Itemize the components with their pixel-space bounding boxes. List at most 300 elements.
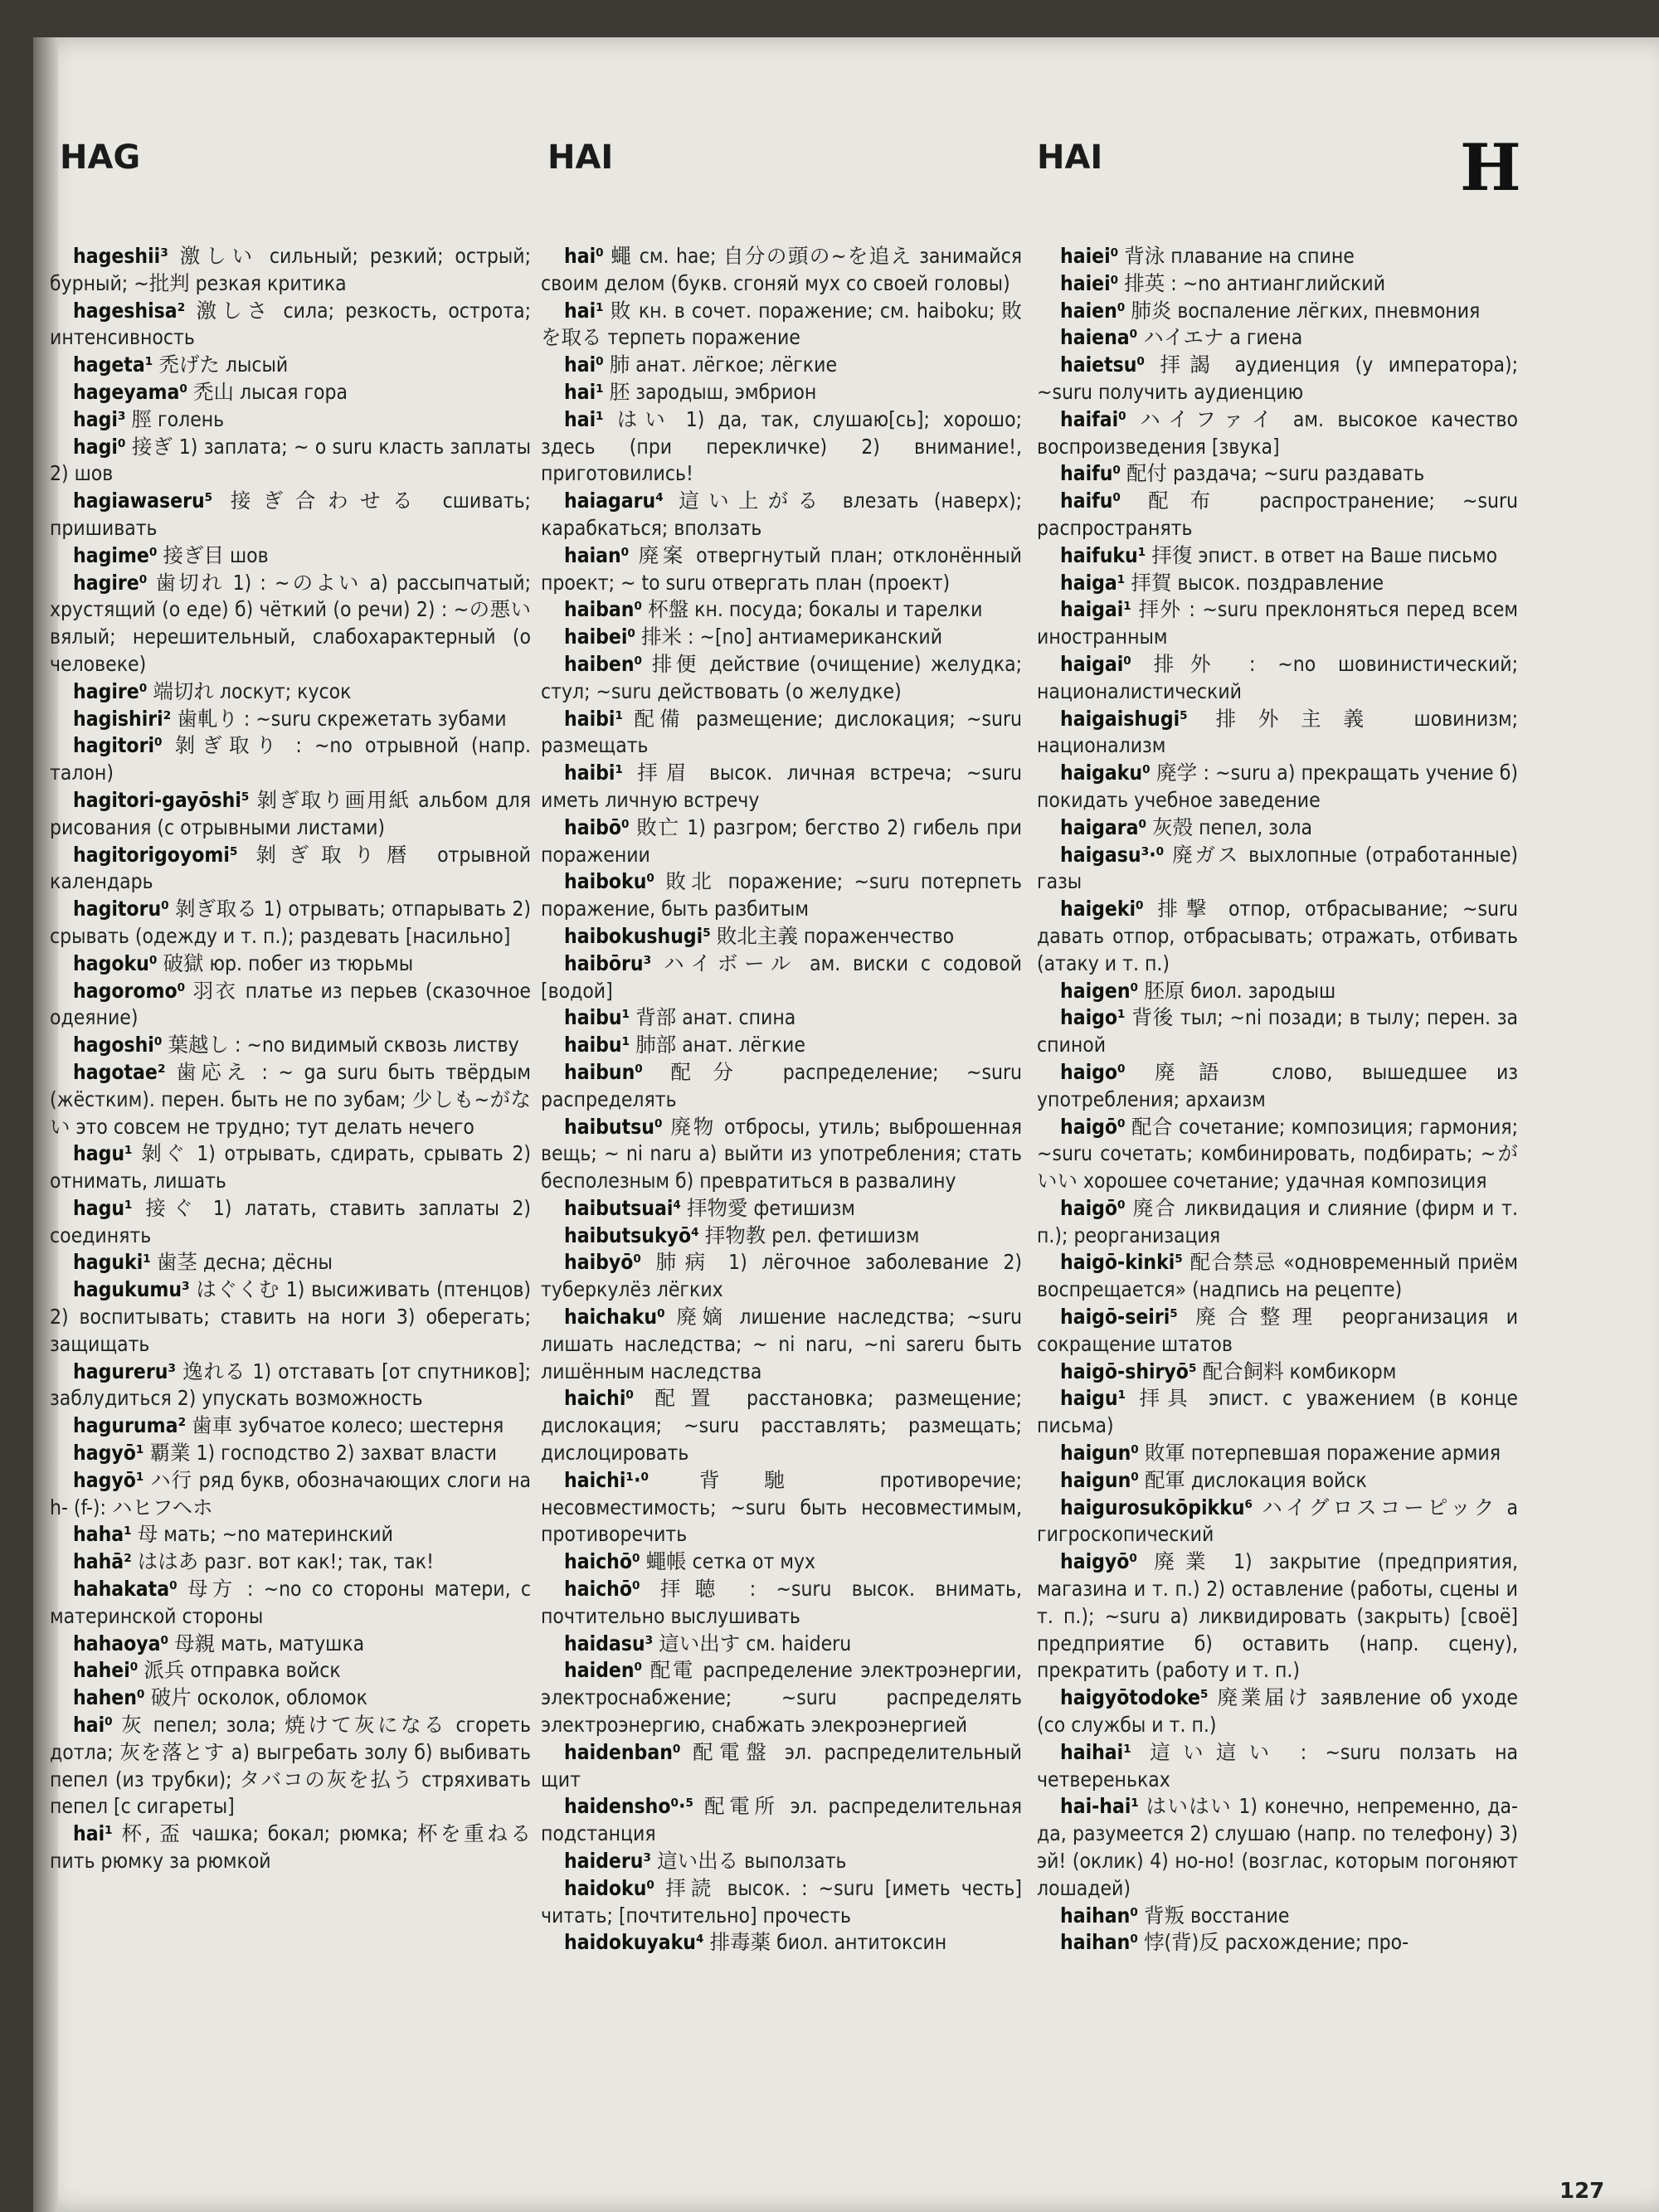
entry-headword: haigai¹ [1060, 597, 1131, 622]
dictionary-entry [541, 406, 1022, 488]
dictionary-entry [50, 732, 531, 787]
entry-headword: haguruma² [73, 1413, 187, 1438]
section-letter: H [1460, 130, 1521, 206]
dictionary-entry [1037, 1440, 1518, 1467]
dictionary-entry [50, 406, 531, 434]
entry-definition: 配合禁忌 «одновременный приём воспрещается» (надпись на рецепте) [1037, 1250, 1518, 1302]
dictionary-entry [541, 651, 1022, 706]
entry-definition: ははあ разг. вот как!; так, так! [137, 1549, 434, 1574]
entry-headword: haifuku¹ [1060, 542, 1146, 567]
dictionary-entry [50, 1440, 531, 1467]
dictionary-entry [50, 434, 531, 489]
entry-headword: hagime⁰ [73, 542, 158, 567]
dictionary-entry [1037, 298, 1518, 325]
dictionary-entry [50, 1467, 531, 1522]
dictionary-entry [541, 950, 1022, 1005]
entry-headword: haiena⁰ [1060, 325, 1138, 350]
entry-definition: 排便 действие (очищение) желудка; стул; ~suru действовать (о желудке) [541, 651, 1022, 703]
entry-definition: 拝復 эпист. в ответ на Ваше письмо [1151, 542, 1498, 567]
dictionary-entry [541, 542, 1022, 597]
entry-definition: 敗北主義 пораженчество [716, 923, 955, 948]
entry-headword: haibō⁰ [564, 814, 630, 839]
dictionary-entry [541, 1657, 1022, 1738]
entry-definition: 排毒薬 биол. антитоксин [709, 1930, 947, 1955]
dictionary-entry [1037, 1114, 1518, 1195]
dictionary-entry [541, 1739, 1022, 1794]
entry-definition: 廃業届け заявление об уходе (со службы и т. п.) [1037, 1685, 1518, 1738]
entry-definition: ハイファイ ам. высокое качество воспроизведения [звука] [1037, 406, 1518, 459]
entry-definition: 背馳 противоречие; несовместимость; ~suru быть несовместимым, противоречить [541, 1467, 1022, 1547]
entry-definition: 這い出す см. haideru [659, 1631, 852, 1655]
entry-definition: 歯切れ 1) : ~のよい а) рассыпчатый; хрустящий (о еде) б) чёткий (о речи) 2) : ~の悪い вялый; нерешительный, слабохарактерный (о человеке) [50, 570, 531, 676]
entry-headword: haichi¹·⁰ [564, 1467, 649, 1492]
entry-definition: 激しい сильный; резкий; острый; бурный; ~批判 резкая критика [50, 244, 531, 295]
entry-definition: 敗 кн. в сочет. поражение; см. haiboku; 敗を取る терпеть поражение [541, 298, 1022, 350]
entry-headword: haibutsu⁰ [564, 1114, 663, 1139]
entry-definition: 激しさ сила; резкость, острота; интенсивность [50, 298, 531, 350]
entry-definition: 端切れ лоскут; кусок [153, 678, 352, 703]
entry-headword: haibei⁰ [564, 625, 636, 649]
dictionary-entry [541, 1793, 1022, 1848]
running-head-left: HAG [60, 139, 141, 177]
dictionary-entry [50, 896, 531, 950]
dictionary-entry [50, 1359, 531, 1413]
entry-headword: haihan⁰ [1060, 1903, 1139, 1928]
entry-headword: hai-hai¹ [1060, 1794, 1140, 1819]
entry-definition: 排英 : ~no антианглийский [1124, 270, 1386, 295]
dictionary-page [33, 37, 1659, 2212]
dictionary-entry [541, 1223, 1022, 1250]
entry-headword: haiden⁰ [564, 1658, 643, 1683]
entry-definition: 胚 зародыш, эмбрион [609, 379, 817, 404]
dictionary-entry [541, 488, 1022, 542]
dictionary-entry [1037, 596, 1518, 651]
dictionary-entry [50, 1548, 531, 1576]
dictionary-entry [1037, 324, 1518, 352]
entry-headword: haidasu³ [564, 1631, 654, 1655]
dictionary-entry [50, 1657, 531, 1685]
entry-headword: hagoromo⁰ [73, 978, 186, 1003]
entry-definition: 敗軍 потерпевшая поражение армия [1144, 1441, 1501, 1466]
entry-definition: 廃物 отбросы, утиль; выброшенная вещь; ~ ni naru а) выйти из употребления; стать бесполезным б) превратиться в развалину [541, 1114, 1022, 1194]
entry-definition: 廃語 слово, вышедшее из употребления; архаизм [1037, 1059, 1518, 1111]
column-left [50, 243, 531, 2151]
entry-definition: 拝読 высок. : ~suru [иметь честь] читать; [почтительно] прочесть [541, 1875, 1022, 1928]
entry-definition: 拝外 : ~suru преклоняться перед всем иностранным [1037, 597, 1518, 649]
dictionary-entry [541, 868, 1022, 923]
entry-definition: 排外 : ~no шовинистический; националистический [1037, 651, 1518, 703]
dictionary-entry [50, 243, 531, 298]
entry-definition: 配電盤 эл. распределительный щит [541, 1739, 1022, 1791]
entry-definition: 配合 сочетание; композиция; гармония; ~suru сочетать; комбинировать, подбирать; ~がいい хорошее сочетание; удачная композиция [1037, 1114, 1518, 1194]
entry-headword: haietsu⁰ [1060, 352, 1146, 377]
entry-definition: 背部 анат. спина [635, 1005, 796, 1030]
entry-headword: hagire⁰ [73, 678, 148, 703]
entry-headword: haidokuyaku⁴ [564, 1930, 704, 1955]
entry-headword: haiei⁰ [1060, 244, 1119, 268]
entry-headword: haigō-shiryō⁵ [1060, 1359, 1197, 1383]
dictionary-entry [1037, 896, 1518, 977]
entry-definition: 蠅 см. hae; 自分の頭の~を追え занимайся своим делом (букв. сгоняй мух со своей головы) [541, 244, 1022, 295]
dictionary-entry [1037, 1793, 1518, 1902]
entry-headword: haigun⁰ [1060, 1467, 1139, 1492]
entry-definition: 剝ぎ取り暦 отрывной календарь [50, 842, 531, 894]
dictionary-entry [541, 706, 1022, 761]
entry-definition: 覇業 1) господство 2) захват власти [149, 1441, 497, 1466]
entry-headword: haibokushugi⁵ [564, 923, 711, 948]
entry-definition: 配備 размещение; дислокация; ~suru размещать [541, 706, 1022, 758]
entry-headword: haidensho⁰·⁵ [564, 1794, 694, 1819]
entry-definition: 剝ぐ 1) отрывать, сдирать, срывать 2) отнимать, лишать [50, 1141, 531, 1194]
entry-headword: hai⁰ [564, 244, 604, 268]
entry-headword: haigō⁰ [1060, 1114, 1126, 1139]
dictionary-entry [541, 1304, 1022, 1385]
dictionary-entry [50, 1631, 531, 1658]
entry-definition: 灰殻 пепел, зола [1152, 814, 1313, 839]
entry-definition: 配付 раздача; ~suru раздавать [1126, 461, 1425, 486]
dictionary-entry [50, 978, 531, 1033]
entry-headword: haichō⁰ [564, 1577, 640, 1602]
dictionary-entry [1037, 1195, 1518, 1250]
entry-headword: haigo⁰ [1060, 1059, 1126, 1084]
entry-headword: hagi⁰ [73, 434, 126, 459]
dictionary-entry [1037, 352, 1518, 406]
entry-definition: 破片 осколок, обломок [150, 1685, 367, 1710]
entry-headword: haigasu³·⁰ [1060, 842, 1165, 867]
dictionary-entry [50, 298, 531, 352]
dictionary-entry [1037, 978, 1518, 1005]
dictionary-entry [541, 1004, 1022, 1032]
column-right [1037, 243, 1518, 2151]
entry-definition: 禿山 лысая гора [193, 379, 348, 404]
entry-definition: 廃嫡 лишение наследства; ~suru лишать наследства; ~ ni naru, ~ni sareru быть лишённым наследства [541, 1305, 1022, 1383]
entry-definition: 胚原 биол. зародыш [1144, 978, 1336, 1003]
entry-definition: はい 1) да, так, слушаю[сь]; хорошо; здесь (при перекличке) 2) внимание!, приготовились! [541, 406, 1022, 486]
dictionary-entry [1037, 814, 1518, 842]
dictionary-entry [50, 1140, 531, 1195]
entry-definition: 拝賀 высок. поздравление [1131, 570, 1384, 595]
entry-definition: 接ぎ 1) заплата; ~ o suru класть заплаты 2) шов [50, 434, 531, 486]
entry-headword: hageshii³ [73, 244, 168, 268]
dictionary-entry [1037, 270, 1518, 298]
dictionary-entry [1037, 1359, 1518, 1386]
entry-definition: 杯, 盃 чашка; бокал; рюмка; 杯を重ねる пить рюмку за рюмкой [50, 1821, 531, 1874]
entry-headword: hagi³ [73, 406, 126, 431]
entry-headword: hagitori⁰ [73, 733, 163, 758]
entry-headword: haigai⁰ [1060, 651, 1131, 676]
dictionary-entry [50, 787, 531, 842]
entry-headword: haiagaru⁴ [564, 489, 664, 513]
entry-headword: haichō⁰ [564, 1549, 640, 1574]
entry-definition: 廃合整理 реорганизация и сокращение штатов [1037, 1305, 1518, 1356]
entry-headword: haiga¹ [1060, 570, 1126, 595]
entry-headword: hai¹ [564, 406, 604, 431]
entry-headword: hai⁰ [73, 1713, 113, 1738]
entry-definition: 杯盤 кн. посуда; бокалы и тарелки [648, 597, 983, 622]
entry-definition: 廃学 : ~suru а) прекращать учение б) покидать учебное заведение [1037, 761, 1518, 812]
entry-definition: 剝ぎ取る 1) отрывать; отпарывать 2) срывать (одежду и т. п.); раздевать [насильно] [50, 897, 531, 948]
dictionary-entry [541, 352, 1022, 379]
entry-definition: 接ぎ合わせる сшивать; пришивать [50, 489, 531, 540]
entry-headword: haigo¹ [1060, 1005, 1126, 1030]
entry-definition: 配電 распределение электроэнергии, электроснабжение; ~suru распределять электроэнергию, снабжать элекроэнергией [541, 1658, 1022, 1738]
entry-definition: 歯応え : ~ ga suru быть твёрдым (жёстким). перен. быть не по зубам; 少しも~がない это совсем не трудно; тут делать нечего [50, 1059, 531, 1139]
dictionary-entry [1037, 1495, 1518, 1549]
entry-definition: ハイグロスコーピック а гигроскопический [1037, 1495, 1518, 1547]
entry-definition: 脛 голень [131, 406, 225, 431]
dictionary-entry [541, 1032, 1022, 1059]
entry-definition: 接ぎ目 шов [163, 542, 269, 567]
entry-headword: haibutsukyō⁴ [564, 1223, 699, 1247]
entry-definition: ハ行 ряд букв, обозначающих слоги на h- (f-): ハヒフヘホ [50, 1467, 531, 1519]
dictionary-entry [1037, 706, 1518, 761]
dictionary-entry [541, 760, 1022, 814]
entry-headword: hagotae² [73, 1059, 166, 1084]
entry-definition: 拝具 эпист. с уважением (в конце письма) [1037, 1386, 1518, 1438]
entry-definition: 廃合 ликвидация и слияние (фирм и т. п.); реорганизация [1037, 1195, 1518, 1247]
entry-headword: haian⁰ [564, 542, 630, 567]
entry-definition: ハイボール ам. виски с содовой [водой] [541, 950, 1022, 1003]
dictionary-entry [541, 379, 1022, 406]
entry-headword: haichi⁰ [564, 1386, 635, 1411]
entry-definition: 敗亡 1) разгром; бегство 2) гибель при поражении [541, 814, 1022, 867]
entry-headword: haigeki⁰ [1060, 897, 1144, 921]
entry-definition: 背泳 плавание на спине [1124, 244, 1355, 268]
entry-headword: haigō⁰ [1060, 1195, 1126, 1220]
entry-headword: haigen⁰ [1060, 978, 1139, 1003]
entry-headword: haigaku⁰ [1060, 761, 1151, 785]
entry-headword: haigu¹ [1060, 1386, 1126, 1411]
dictionary-entry [1037, 1059, 1518, 1114]
dictionary-entry [50, 1032, 531, 1059]
dictionary-entry [1037, 406, 1518, 461]
running-head-right: HAI [1037, 139, 1103, 177]
dictionary-entry [1037, 842, 1518, 897]
entry-definition: 破獄 юр. побег из тюрьмы [163, 950, 414, 975]
dictionary-entry [541, 1385, 1022, 1466]
entry-headword: haichaku⁰ [564, 1305, 665, 1330]
entry-headword: haha¹ [73, 1522, 132, 1547]
dictionary-entry [541, 923, 1022, 950]
entry-headword: hagureru³ [73, 1359, 177, 1383]
entry-definition: 配分 распределение; ~suru распределять [541, 1059, 1022, 1111]
entry-definition: 廃ガス выхлопные (отработанные) газы [1037, 842, 1518, 894]
dictionary-entry [50, 1276, 531, 1358]
entry-headword: haibōru³ [564, 950, 652, 975]
dictionary-entry [1037, 1739, 1518, 1794]
entry-headword: haigara⁰ [1060, 814, 1147, 839]
dictionary-entry [541, 1249, 1022, 1304]
entry-definition: 拝物愛 фетишизм [687, 1195, 855, 1220]
entry-headword: hagu¹ [73, 1141, 133, 1166]
entry-headword: haien⁰ [1060, 298, 1126, 323]
entry-headword: hagoshi⁰ [73, 1033, 163, 1057]
entry-definition: 拝眉 высок. личная встреча; ~suru иметь личную встречу [541, 761, 1022, 812]
entry-definition: 逸れる 1) отставать [от спутников]; заблудиться 2) упускать возможность [50, 1359, 531, 1411]
entry-headword: haiboku⁰ [564, 869, 655, 894]
entry-definition: 肺 анат. лёгкое; лёгкие [609, 352, 838, 377]
entry-definition: 葉越し : ~no видимый сквозь листву [168, 1033, 519, 1057]
dictionary-entry [50, 1249, 531, 1276]
entry-definition: 羽衣 платье из перьев (сказочное одеяние) [50, 978, 531, 1030]
dictionary-entry [1037, 1304, 1518, 1359]
entry-headword: hagitorigoyomi⁵ [73, 842, 238, 867]
entry-headword: haideru³ [564, 1849, 652, 1874]
entry-headword: haibu¹ [564, 1005, 630, 1030]
entry-headword: haifu⁰ [1060, 489, 1121, 513]
dictionary-entry [541, 1875, 1022, 1930]
entry-headword: haibi¹ [564, 761, 624, 785]
dictionary-entry [1037, 488, 1518, 542]
entry-headword: hai⁰ [564, 352, 604, 377]
entry-definition: 蠅帳 сетка от мух [645, 1549, 816, 1574]
dictionary-entry [541, 596, 1022, 624]
entry-headword: haigyōtodoke⁵ [1060, 1685, 1209, 1710]
dictionary-entry [541, 1114, 1022, 1195]
dictionary-entry [1037, 570, 1518, 597]
dictionary-entry [1037, 1929, 1518, 1957]
dictionary-entry [541, 1631, 1022, 1658]
dictionary-entry [50, 1059, 531, 1140]
entry-headword: hagitoru⁰ [73, 897, 169, 921]
dictionary-entry [50, 488, 531, 542]
column-middle [541, 243, 1022, 2151]
entry-headword: haiban⁰ [564, 597, 643, 622]
entry-headword: haihai¹ [1060, 1739, 1131, 1764]
entry-headword: haguki¹ [73, 1250, 151, 1275]
entry-definition: 歯軋り : ~suru скрежетать зубами [177, 706, 507, 731]
dictionary-entry [541, 298, 1022, 352]
entry-definition: ハイエナ а гиена [1143, 325, 1303, 350]
entry-headword: hagu¹ [73, 1195, 133, 1220]
dictionary-entry [50, 1195, 531, 1250]
dictionary-entry [1037, 1004, 1518, 1059]
entry-headword: haibi¹ [564, 706, 624, 731]
dictionary-entry [50, 950, 531, 978]
dictionary-entry [541, 1195, 1022, 1223]
dictionary-entry [50, 1821, 531, 1875]
entry-headword: hai¹ [564, 379, 604, 404]
entry-headword: hagire⁰ [73, 570, 148, 595]
entry-headword: haigaishugi⁵ [1060, 706, 1188, 731]
entry-definition: 肺病 1) лёгочное заболевание 2) туберкулёз лёгких [541, 1250, 1022, 1302]
dictionary-entry [50, 352, 531, 379]
entry-headword: haigyō⁰ [1060, 1549, 1138, 1574]
dictionary-entry [50, 706, 531, 733]
dictionary-entry [1037, 651, 1518, 706]
dictionary-entry [541, 243, 1022, 298]
entry-headword: haibutsuai⁴ [564, 1195, 682, 1220]
entry-headword: hagitori-gayōshi⁵ [73, 787, 250, 812]
entry-definition: 灰 пепел; зола; 焼けて灰になる сгореть дотла; 灰を落とす а) выгребать золу б) выбивать пепел (из трубки); タバコの灰を払う стряхивать пепел [с сигареты] [50, 1713, 531, 1819]
entry-headword: haibyō⁰ [564, 1250, 642, 1275]
entry-headword: haigun⁰ [1060, 1441, 1139, 1466]
entry-headword: hai¹ [73, 1821, 113, 1846]
entry-headword: hagyō¹ [73, 1467, 144, 1492]
entry-headword: hageshisa² [73, 298, 186, 323]
entry-definition: 接ぐ 1) латать, ставить заплаты 2) соединять [50, 1195, 531, 1247]
entry-definition: 這い這い : ~suru ползать на четвереньках [1037, 1739, 1518, 1791]
entry-definition: 拝謁 аудиенция (у императора); ~suru получить аудиенцию [1037, 352, 1518, 404]
entry-headword: hahā² [73, 1549, 132, 1574]
entry-definition: 這い上がる влезать (наверх); карабкаться; вползать [541, 489, 1022, 540]
entry-headword: hagiawaseru⁵ [73, 489, 213, 513]
entry-definition: 廃案 отвергнутый план; отклонённый проект; ~ to suru отвергать план (проект) [541, 542, 1022, 595]
dictionary-entry [50, 542, 531, 570]
entry-definition: 母 мать; ~no материнский [137, 1522, 393, 1547]
entry-definition: 背後 тыл; ~ni позади; в тылу; перен. за спиной [1037, 1005, 1518, 1057]
dictionary-entry [1037, 1685, 1518, 1739]
entry-definition: 歯車 зубчатое колесо; шестерня [192, 1413, 504, 1438]
dictionary-entry [50, 1576, 531, 1631]
entry-headword: hahakata⁰ [73, 1577, 178, 1602]
entry-definition: 剝ぎ取り画用紙 альбом для рисования (с отрывными листами) [50, 787, 531, 839]
dictionary-entry [541, 1929, 1022, 1957]
entry-headword: hahaoya⁰ [73, 1631, 169, 1655]
entry-definition: 肺部 анат. лёгкие [635, 1033, 805, 1057]
entry-headword: haigō-kinki⁵ [1060, 1250, 1183, 1275]
entry-definition: 拝聴 : ~suru высок. внимать, почтительно выслушивать [541, 1577, 1022, 1628]
entry-definition: 廃業 1) закрытие (предприятия, магазина и т. п.) 2) оставление (работы, сцены и т. п.); ~suru а) ликвидировать (закрыть) [своё] предприятие б) оставить (напр. сцену), прекратить (работу и т. п.) [1037, 1549, 1518, 1683]
entry-headword: haihan⁰ [1060, 1930, 1139, 1955]
entry-headword: hageta¹ [73, 352, 153, 377]
entry-headword: hageyama⁰ [73, 379, 188, 404]
dictionary-entry [1037, 460, 1518, 488]
entry-headword: haigurosukōpikku⁶ [1060, 1495, 1253, 1519]
entry-headword: hahen⁰ [73, 1685, 145, 1710]
dictionary-entry [1037, 1548, 1518, 1685]
entry-headword: hagukumu³ [73, 1277, 190, 1302]
entry-definition: 排撃 отпор, отбрасывание; ~suru давать отпор, отбрасывать; отражать, отбивать (атаку и т. п.) [1037, 897, 1518, 975]
entry-headword: haiben⁰ [564, 651, 643, 676]
entry-definition: 配置 расстановка; размещение; дислокация; ~suru расставлять; размещать; дислоцировать [541, 1386, 1022, 1466]
entry-definition: 剝ぎ取り : ~no отрывной (напр. талон) [50, 733, 531, 785]
dictionary-entry [541, 1548, 1022, 1576]
entry-headword: haibu¹ [564, 1033, 630, 1057]
entry-definition: 歯茎 десна; дёсны [156, 1250, 333, 1275]
entry-definition: 排米 : ~[no] антиамериканский [641, 625, 943, 649]
dictionary-entry [541, 1059, 1022, 1114]
entry-definition: 母親 мать, матушка [174, 1631, 365, 1655]
entry-definition: 配布 распространение; ~suru распространять [1037, 489, 1518, 540]
dictionary-entry [1037, 1249, 1518, 1304]
dictionary-entry [1037, 243, 1518, 270]
entry-definition: 敗北 поражение; ~suru потерпеть поражение, быть разбитым [541, 869, 1022, 921]
entry-headword: hagyō¹ [73, 1441, 144, 1466]
entry-definition: 配合飼料 комбикорм [1202, 1359, 1397, 1383]
dictionary-entry [50, 379, 531, 406]
entry-definition: 肺炎 воспаление лёгких, пневмония [1131, 298, 1481, 323]
entry-headword: haibun⁰ [564, 1059, 643, 1084]
entry-headword: haigō-seiri⁵ [1060, 1305, 1178, 1330]
entry-headword: haidenban⁰ [564, 1739, 681, 1764]
entry-definition: はいはい 1) конечно, непременно, да-да, разумеется 2) слушаю (напр. по телефону) 3) эй! (оклик) 4) но-но! (возглас, которым погоняют лошадей) [1037, 1794, 1518, 1900]
entry-headword: haifu⁰ [1060, 461, 1121, 486]
dictionary-entry [1037, 1903, 1518, 1930]
dictionary-entry [50, 570, 531, 678]
entry-headword: hai¹ [564, 298, 604, 323]
entry-definition: 配電所 эл. распределительная подстанция [541, 1794, 1022, 1846]
entry-definition: 母方 : ~no со стороны матери, с материнской стороны [50, 1577, 531, 1628]
entry-definition: 悖(背)反 расхождение; про- [1144, 1930, 1409, 1955]
entry-headword: hagishiri² [73, 706, 172, 731]
dictionary-entry [1037, 1385, 1518, 1440]
dictionary-entry [541, 624, 1022, 651]
dictionary-entry [50, 1685, 531, 1712]
entry-definition: 這い出る выползать [657, 1849, 847, 1874]
dictionary-entry [1037, 542, 1518, 570]
entry-definition: 配軍 дислокация войск [1144, 1467, 1367, 1492]
